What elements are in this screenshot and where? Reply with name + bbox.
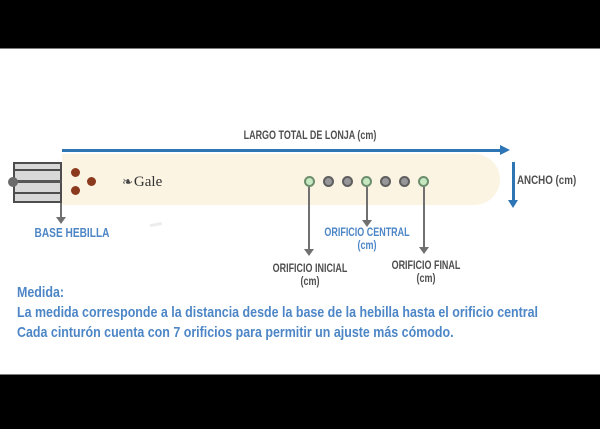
belt-hole-gray [380,176,391,187]
buckle-prong-pivot [8,177,18,187]
leaf-icon: ❧ [122,174,133,189]
notes-line-2: Cada cinturón cuenta con 7 orificios para permitir un ajuste más cómodo. [17,324,454,341]
orificio-central-arrowhead-icon [362,220,372,227]
rivet-dot [87,177,96,186]
notes-title: Medida: [17,284,65,301]
ancho-label: ANCHO (cm) [517,175,577,187]
belt-holes [304,176,429,187]
brand-logo [122,174,162,191]
orificio-central-label [305,227,430,253]
belt-hole-green [418,176,429,187]
letterbox-bottom [0,374,600,429]
orificio-central-arrow-line [366,187,368,220]
buckle-frame-bar [15,192,60,194]
orificio-final-unit: (cm) [416,273,436,285]
notes-line-1: La medida corresponde a la distancia desde la base de la hebilla hasta el orificio central [17,304,539,321]
buckle-frame-bar [15,169,60,171]
ancho-arrow-line [512,162,515,200]
belt-hole-gray [399,176,410,187]
orificio-inicial-unit: (cm) [300,276,320,288]
orificio-final-label [364,260,489,286]
orificio-inicial-label [248,263,373,289]
base-hebilla-label: BASE HEBILLA [34,225,110,240]
letterbox-top [0,0,600,49]
largo-total-label: LARGO TOTAL DE LONJA (cm) [243,130,377,142]
ancho-arrowhead-icon [508,200,518,208]
buckle-prong [13,180,62,183]
largo-total-arrow-line [62,149,502,152]
belt-hole-green [361,176,372,187]
orificio-final-text: ORIFICIO FINAL [391,260,461,272]
orificio-inicial-text: ORIFICIO INICIAL [272,263,348,275]
belt-hole-gray [323,176,334,187]
brand-name: Gale [133,174,163,190]
orificio-central-text: ORIFICIO CENTRAL [324,227,410,239]
largo-total-arrowhead-icon [500,145,510,155]
rivet-dot [71,168,80,177]
belt-hole-green [304,176,315,187]
belt-hole-gray [342,176,353,187]
base-hebilla-arrowhead-icon [56,217,66,224]
base-hebilla-arrow-line [60,203,62,217]
rivet-dot [71,186,80,195]
orificio-central-unit: (cm) [357,240,377,252]
